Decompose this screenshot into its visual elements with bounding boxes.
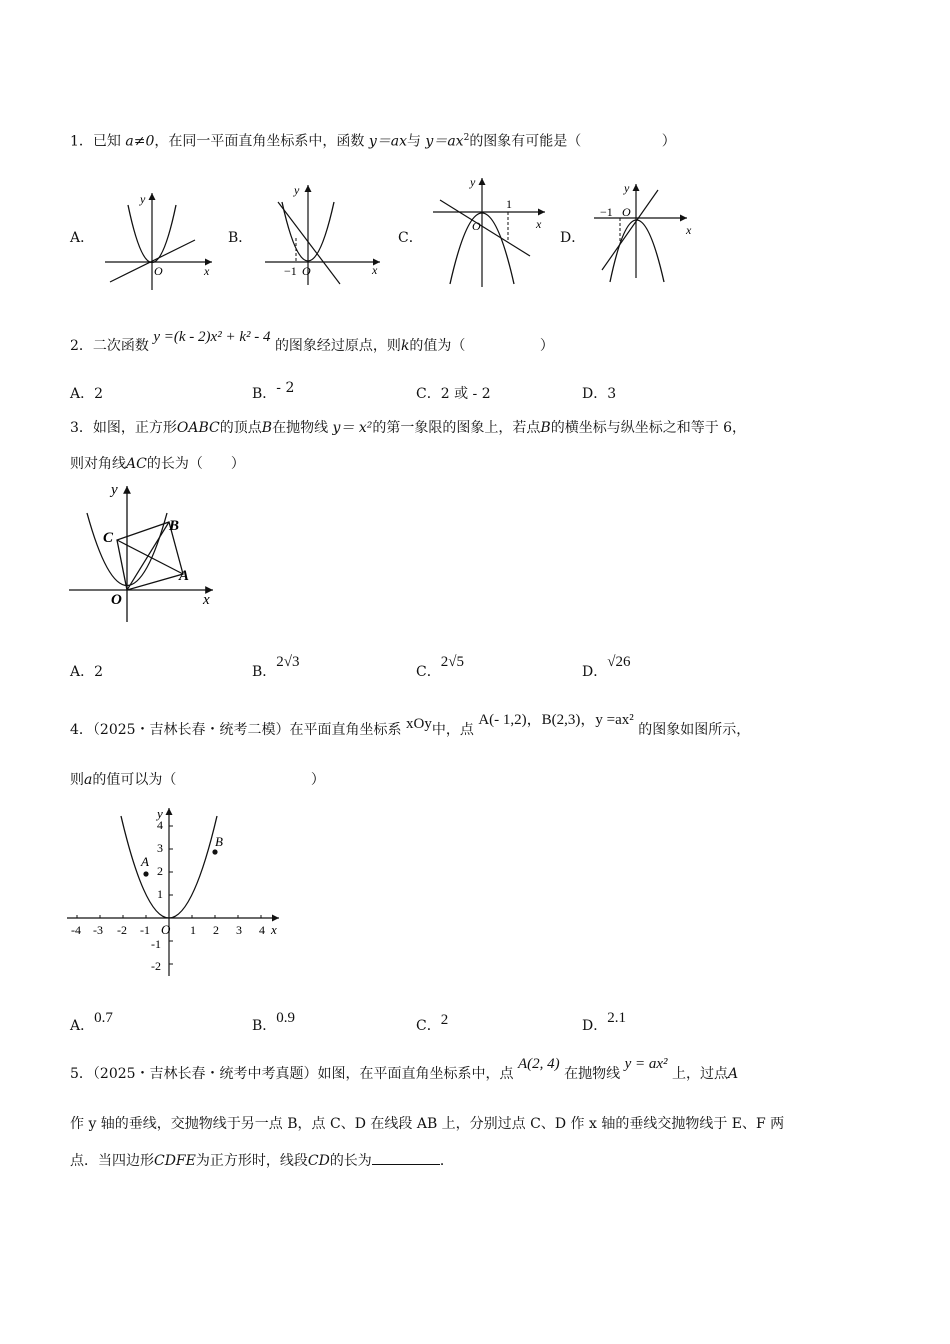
svg-text:-1: -1 [151, 937, 161, 951]
q4-figure [65, 800, 285, 980]
q4-option-a[interactable]: A．0.7 [70, 1010, 113, 1034]
svg-text:O: O [622, 205, 631, 219]
svg-text:-2: -2 [117, 923, 127, 937]
q2-formula: y =(k - 2)x² + k² - 4 [153, 329, 271, 345]
svg-text:-2: -2 [151, 959, 161, 973]
svg-text:3: 3 [157, 841, 163, 855]
q1-graph-b [260, 180, 390, 290]
svg-text:O: O [472, 219, 481, 233]
axis-label-x: x [204, 264, 210, 278]
q2-option-a[interactable]: A．2 [70, 386, 104, 402]
svg-text:O: O [302, 264, 311, 278]
svg-text:-4: -4 [71, 923, 81, 937]
svg-text:-1: -1 [140, 923, 150, 937]
q2-option-b[interactable]: B．- 2 [252, 380, 295, 402]
q2-stem: 2．二次函数 y =(k - 2)x² + k² - 4 的图象经过原点，则k的值为（ ） [70, 329, 554, 354]
q5-stem-line1: 5．（2025・吉林长春・统考中考真题）如图，在平面直角坐标系中，点 A(2, 4) 在抛物线 y = ax² 上，过点A [70, 1056, 739, 1082]
svg-text:A: A [179, 568, 190, 584]
q1-stem: 1．已知 a≠0，在同一平面直角坐标系中，函数 y＝ax与 $y=ax^2$的图象有可能是（ ） [70, 133, 676, 150]
svg-text:2: 2 [213, 923, 219, 937]
svg-text:1: 1 [190, 923, 196, 937]
q4-number: 4． [70, 722, 93, 738]
svg-text:y: y [294, 183, 300, 197]
q3-stem-line2: 则对角线AC的长为（ ） [70, 456, 245, 472]
q3-option-a[interactable]: A．2 [70, 664, 104, 680]
q4-stem-line1: 4．（2025・吉林长春・统考二模）在平面直角坐标系 xOy中，点 A(- 1,2)，B(2,3)，y =ax² 的图象如图所示， [70, 712, 751, 738]
q3-number: 3． [70, 420, 93, 436]
q1-graph-d [592, 178, 702, 288]
q3-stem-line1: 3．如图，正方形OABC的顶点B在抛物线 y＝ x²的第一象限的图象上，若点B的横坐标与纵坐标之和等于 6， [70, 420, 747, 436]
q5-stem-line3: 点．当四边形CDFE为正方形时，线段CD的长为 ． [70, 1150, 454, 1171]
svg-text:C: C [103, 530, 114, 546]
svg-text:1: 1 [506, 197, 512, 211]
q3-option-c[interactable]: C．2√5 [416, 654, 464, 680]
svg-text:1: 1 [157, 887, 163, 901]
q1-number: 1． [70, 133, 93, 150]
q1-option-b[interactable]: B． [228, 230, 253, 246]
svg-text:x: x [536, 217, 542, 231]
q1-graph-c [430, 172, 555, 292]
q5-answer-blank[interactable] [372, 1150, 440, 1165]
svg-text:-3: -3 [93, 923, 103, 937]
svg-text:x: x [372, 263, 378, 277]
svg-text:B: B [215, 834, 223, 849]
q4-option-c[interactable]: C．2 [416, 1012, 449, 1034]
q4-option-d[interactable]: D．2.1 [582, 1010, 626, 1034]
svg-text:−1: −1 [284, 264, 297, 278]
svg-text:3: 3 [236, 923, 242, 937]
svg-text:y: y [157, 806, 163, 821]
svg-text:y: y [111, 482, 118, 498]
svg-text:O: O [161, 922, 171, 937]
q5-stem-line2: 作 y 轴的垂线，交抛物线于另一点 B，点 C、D 在线段 AB 上，分别过点 C、D 作 x 轴的垂线交抛物线于 E、F 两 [70, 1116, 785, 1132]
q2-number: 2． [70, 338, 93, 354]
origin-label: O [154, 264, 163, 278]
q1-graph-a [100, 185, 220, 295]
axis-label-y: y [140, 192, 146, 206]
q3-option-b[interactable]: B．2√3 [252, 654, 300, 680]
svg-text:x: x [686, 223, 692, 237]
q2-option-c[interactable]: C．2 或 - 2 [416, 386, 491, 402]
svg-text:x: x [203, 592, 210, 608]
svg-text:−1: −1 [600, 205, 613, 219]
svg-text:x: x [271, 922, 277, 937]
q1-option-d[interactable]: D． [560, 230, 586, 246]
q4-stem-line2: 则a的值可以为（ ） [70, 772, 325, 788]
q1-option-a[interactable]: A． [70, 230, 95, 246]
svg-text:B: B [169, 518, 180, 534]
svg-text:y: y [624, 181, 630, 195]
q3-option-d[interactable]: D．√26 [582, 654, 631, 680]
q5-number: 5． [70, 1066, 93, 1082]
svg-text:4: 4 [259, 923, 265, 937]
q4-option-b[interactable]: B．0.9 [252, 1010, 296, 1034]
svg-text:O: O [111, 592, 122, 608]
svg-text:y: y [470, 175, 476, 189]
q1-option-c[interactable]: C． [398, 230, 423, 246]
svg-text:2: 2 [157, 864, 163, 878]
q2-option-d[interactable]: D．3 [582, 386, 617, 402]
svg-text:A: A [141, 854, 149, 869]
svg-text:4: 4 [157, 818, 163, 832]
q3-figure [65, 478, 225, 628]
